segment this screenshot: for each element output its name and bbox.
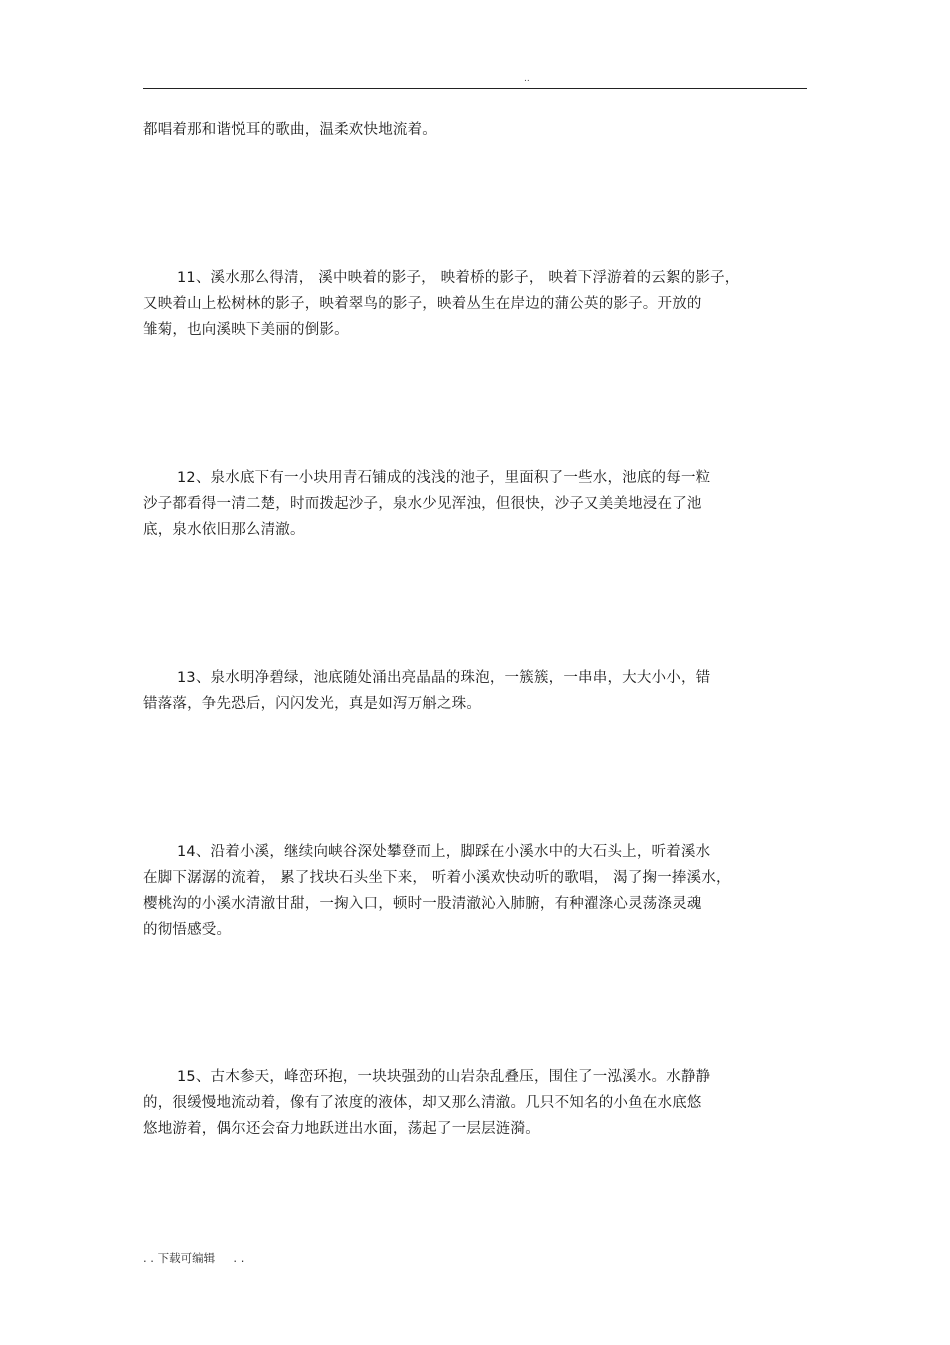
text-line: 底，泉水依旧那么清澈。 [143,522,305,538]
paragraph-continuation [143,117,807,143]
text-line: 12、泉水底下有一小块用青石铺成的浅浅的池子，里面积了一些水，池底的每一粒 [177,470,711,486]
text-line: 14、沿着小溪，继续向峡谷深处攀登而上，脚踩在小溪水中的大石头上，听着溪水 [177,844,711,860]
text-line: 樱桃沟的小溪水清澈甘甜，一掬入口，顿时一股清澈沁入肺腑，有种濯涤心灵荡涤灵魂 [143,896,702,912]
paragraph-15 [143,1064,807,1142]
text-line: 15、古木参天，峰峦环抱，一块块强劲的山岩杂乱叠压，围住了一泓溪水。水静静 [177,1069,711,1085]
text-line: 的彻悟感受。 [143,922,232,938]
text-line: 13、泉水明净碧绿，池底随处涌出亮晶晶的珠泡，一簇簇，一串串，大大小小，错 [177,670,711,686]
text-line: 在脚下潺潺的流着， 累了找块石头坐下来， 听着小溪欢快动听的歌唱， 渴了掬一捧溪水， [143,870,731,886]
paragraph-11 [143,265,807,343]
text-line: 11、溪水那么得清， 溪中映着的影子， 映着桥的影子， 映着下浮游着的云絮的影子， [177,270,740,286]
text-line: 的，很缓慢地流动着，像有了浓度的液体，却又那么清澈。几只不知名的小鱼在水底悠 [143,1095,702,1111]
paragraph-13 [143,665,807,717]
text-line: 又映着山上松树林的影子，映着翠鸟的影子，映着丛生在岸边的蒲公英的影子。开放的 [143,296,702,312]
text-line: 都唱着那和谐悦耳的歌曲，温柔欢快地流着。 [143,122,437,138]
header-rule [143,88,807,89]
header-mark: .. [524,74,530,84]
paragraph-12 [143,465,807,543]
text-line: 沙子都看得一清二楚，时而拨起沙子，泉水少见浑浊，但很快，沙子又美美地浸在了池 [143,496,702,512]
text-line: 错落落，争先恐后，闪闪发光，真是如泻万斛之珠。 [143,696,482,712]
paragraph-14 [143,839,807,943]
text-line: 悠地游着，偶尔还会奋力地跃迸出水面，荡起了一层层涟漪。 [143,1121,540,1137]
text-line: 雏菊，也向溪映下美丽的倒影。 [143,322,349,338]
footer-note: . . 下载可编辑 . . [143,1251,245,1265]
